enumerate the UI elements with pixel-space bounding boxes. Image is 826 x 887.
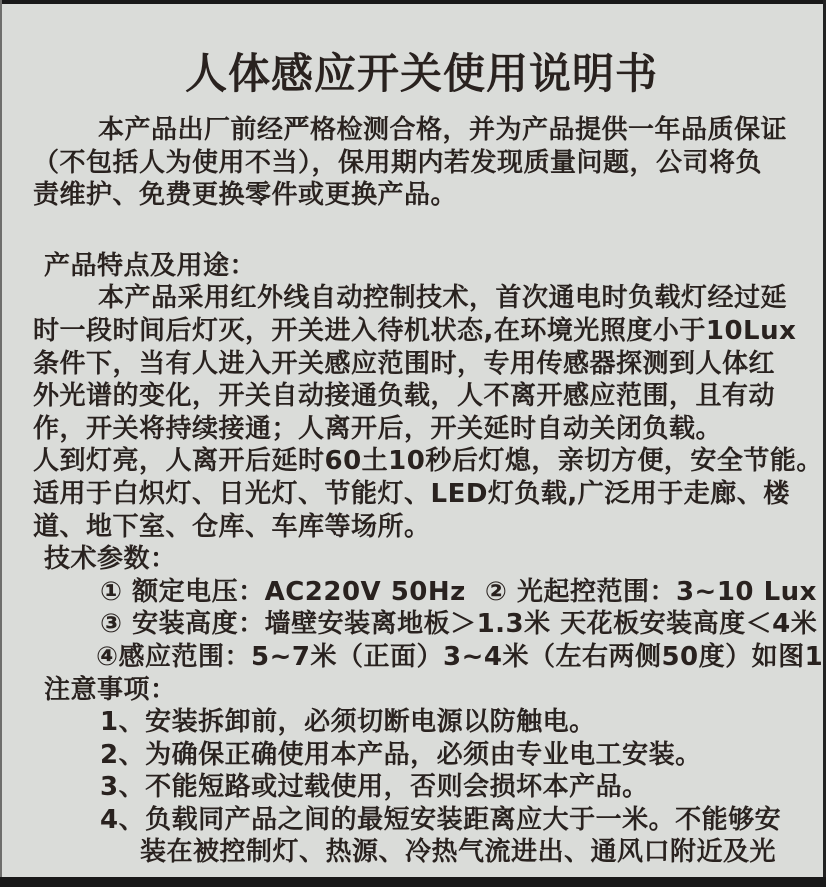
specs-line-3: ④感应范围：5~7米（正面）3~4米（左右两侧50度）如图1 — [96, 641, 824, 672]
features-line-1: 本产品采用红外线自动控制技术，首次通电时负载灯经过延 — [98, 283, 788, 314]
section-spacer — [33, 212, 810, 250]
page-title: 人体感应开关使用说明书 — [184, 49, 658, 98]
notes-item-2: 2、为确保正确使用本产品，必须由专业电工安装。 — [100, 739, 702, 770]
warranty-line-1: 本产品出厂前经严格检测合格，并为产品提供一年品质保证 — [98, 115, 788, 145]
notes-heading: 注意事项： — [44, 674, 177, 705]
warranty-line-2: （不包括人为使用不当），保用期内若发现质量问题，公司将负 — [33, 147, 763, 178]
features-section — [33, 250, 823, 543]
features-line-3: 条件下，当有人进入开关感应范围时，专用传感器探测到人体红 — [33, 348, 776, 379]
manual-content — [33, 49, 824, 869]
features-line-7: 适用于白炽灯、日光灯、节能灯、LED灯负载,广泛用于走廊、楼 — [33, 478, 790, 509]
specs-heading: 技术参数： — [44, 544, 177, 575]
notes-item-4-wrap: 装在被控制灯、热源、冷热气流进出、通风口附近及光 — [140, 837, 777, 868]
notes-item-1: 1、安装拆卸前，必须切断电源以防触电。 — [100, 707, 596, 738]
features-line-6: 人到灯亮，人离开后延时60土10秒后灯熄，亲切方便，安全节能。 — [33, 446, 823, 477]
notes-item-3: 3、不能短路或过载使用，否则会损坏本产品。 — [100, 772, 649, 803]
specs-line-2: ③ 安装高度：墙壁安装离地板＞1.3米 天花板安装高度＜4米 — [100, 609, 818, 640]
features-line-2: 时一段时间后灯灭，开关进入待机状态,在环境光照度小于10Lux — [33, 315, 797, 346]
notes-section — [33, 674, 810, 870]
notes-item-4: 4、负载同产品之间的最短安装距离应大于一米。不能够安 — [100, 804, 782, 835]
scan-edge-bottom — [0, 877, 826, 887]
warranty-paragraph — [33, 114, 810, 212]
warranty-line-3: 责维护、免费更换零件或更换产品。 — [33, 180, 458, 211]
scan-edge-left — [0, 0, 2, 887]
scan-edge-top — [0, 0, 826, 4]
specs-section — [33, 543, 824, 673]
specs-line-1: ① 额定电压：AC220V 50Hz ② 光起控范围：3~10 Lux — [100, 576, 817, 607]
features-line-5: 作，开关将持续接通；人离开后，开关延时自动关闭负载。 — [33, 413, 723, 444]
features-line-8: 道、地下室、仓库、车库等场所。 — [33, 511, 431, 542]
features-heading: 产品特点及用途： — [44, 250, 257, 281]
features-line-4: 外光谱的变化，开关自动接通负载，人不离开感应范围，且有动 — [33, 381, 776, 412]
